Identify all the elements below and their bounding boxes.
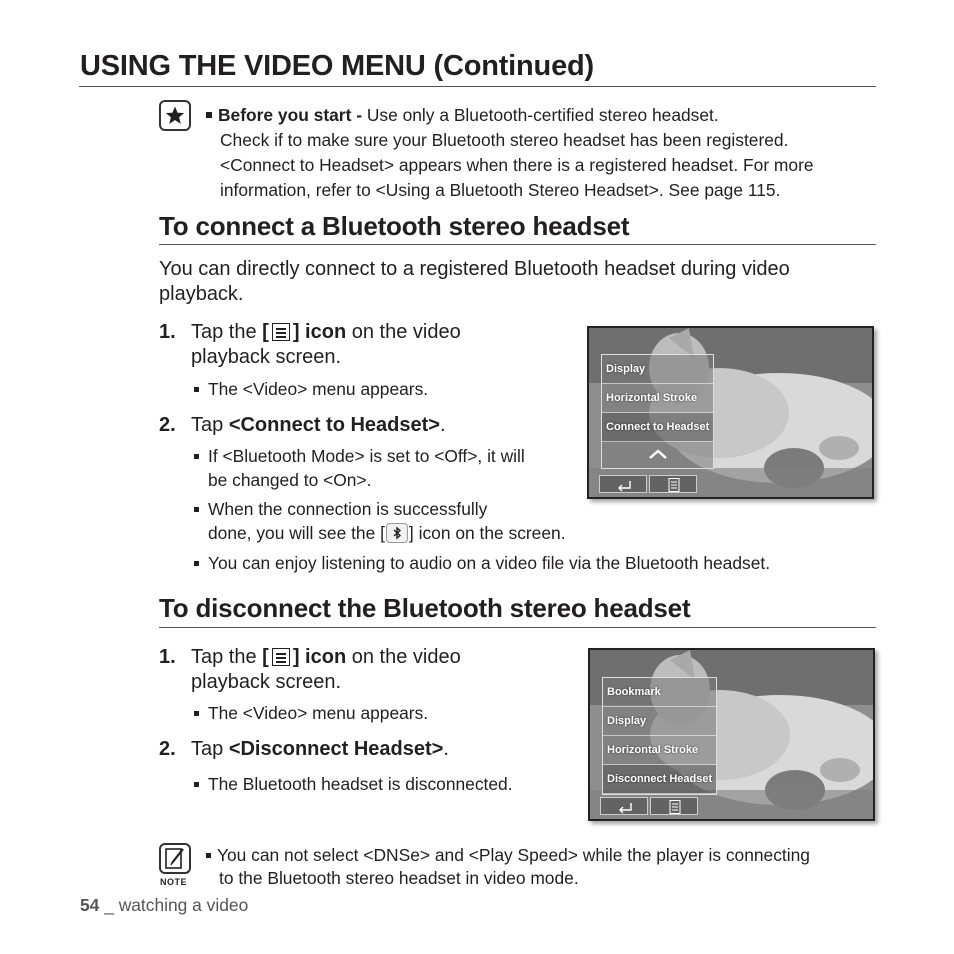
title-rule (79, 86, 876, 87)
menu-icon (272, 323, 290, 341)
page-number: 54 (80, 895, 100, 915)
connect-bullet-2: When the connection is successfully done, you will see the [ ] icon on the screen. (194, 497, 566, 545)
menu-icon[interactable] (649, 475, 697, 493)
soft-key-bar (599, 475, 697, 493)
page-footer: 54 _ watching a video (80, 895, 249, 915)
note-pencil-icon (159, 843, 191, 874)
tip-lead: Before you start - (218, 105, 362, 125)
connect-heading: To connect a Bluetooth stereo headset (159, 211, 630, 241)
menu-item-display[interactable]: Display (603, 707, 716, 736)
disconnect-step-2-bullet: The Bluetooth headset is disconnected. (194, 772, 513, 796)
menu-item-display[interactable]: Display (602, 355, 713, 384)
bluetooth-headset-icon (386, 523, 408, 543)
back-icon[interactable] (600, 797, 648, 815)
connect-step-2: 2. Tap <Connect to Headset>. (159, 414, 446, 436)
disconnect-screenshot (588, 648, 875, 821)
menu-icon (272, 648, 290, 666)
soft-key-bar (600, 797, 698, 815)
video-menu-popup (601, 354, 714, 469)
connect-intro: You can directly connect to a registered Bluetooth headset during video playback. (159, 258, 790, 305)
scroll-up-icon[interactable] (602, 442, 713, 468)
connect-rule (159, 244, 876, 245)
menu-item-horizontal-stroke[interactable]: Horizontal Stroke (603, 736, 716, 765)
video-menu-popup (602, 677, 717, 795)
connect-step-1-bullet: The <Video> menu appears. (194, 377, 428, 401)
menu-item-bookmark[interactable]: Bookmark (603, 678, 716, 707)
disconnect-rule (159, 627, 876, 628)
disconnect-heading: To disconnect the Bluetooth stereo headset (159, 593, 691, 623)
disconnect-step-2: 2. Tap <Disconnect Headset>. (159, 738, 449, 760)
star-icon (159, 100, 191, 131)
menu-item-horizontal-stroke[interactable]: Horizontal Stroke (602, 384, 713, 413)
connect-step-1: 1. Tap the [ ] icon on the video playback screen. (159, 321, 461, 368)
disconnect-step-1: 1. Tap the [ ] icon on the video playback screen. (159, 646, 461, 693)
note-text: You can not select <DNSe> and <Play Speed> while the player is connecting to the Bluetooth stereo headset in video mode. (206, 844, 810, 890)
tip-text: Before you start - Use only a Bluetooth-certified stereo headset. Check if to make sure your Bluetooth stereo headset has been registered. <Connect to Headset> appears when there is a registered headset. For more information, refer to <Using a Bluetooth Stereo Headset>. See page 115. (206, 103, 886, 203)
menu-item-disconnect-headset[interactable]: Disconnect Headset (603, 765, 716, 794)
connect-bullet-1: If <Bluetooth Mode> is set to <Off>, it will be changed to <On>. (194, 444, 525, 492)
connect-bullet-3: You can enjoy listening to audio on a video file via the Bluetooth headset. (194, 551, 770, 575)
menu-icon[interactable] (650, 797, 698, 815)
disconnect-step-1-bullet: The <Video> menu appears. (194, 701, 428, 725)
connect-screenshot (587, 326, 874, 499)
back-icon[interactable] (599, 475, 647, 493)
page-title: USING THE VIDEO MENU (Continued) (80, 50, 594, 82)
note-label: NOTE (160, 877, 188, 887)
menu-item-connect-to-headset[interactable]: Connect to Headset (602, 413, 713, 442)
